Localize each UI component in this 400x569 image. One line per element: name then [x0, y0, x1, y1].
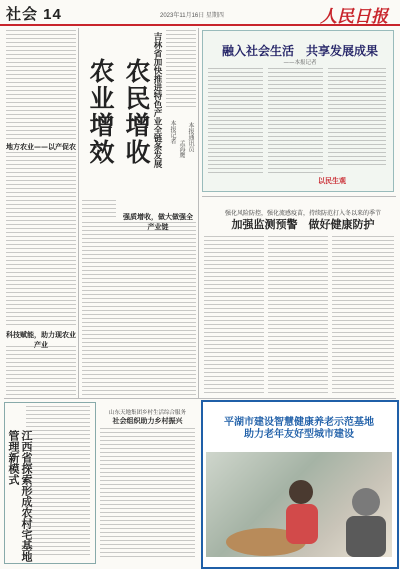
column-divider [78, 28, 79, 398]
subhead: 强质增收，做大做强全产业链 [123, 212, 193, 231]
feature-headline [204, 417, 394, 441]
article-text-block [268, 236, 328, 396]
article-text-block [208, 68, 263, 173]
article-text-block [268, 68, 323, 173]
article-text-block [166, 30, 196, 110]
section-label: 社会 14 [6, 6, 62, 23]
article-text-block [26, 406, 90, 558]
subhead: 地方农业——以产促农 [6, 142, 76, 151]
headline-line1: 农业增效 [86, 58, 115, 166]
subhead: 科技赋能，助力现农业产业 [6, 330, 76, 349]
photo-illustration-icon [206, 452, 392, 557]
feature-headline: 融入社会生活 共享发展成果 [221, 44, 378, 58]
headline-line1: 平湖市建设智慧健康养老示范基地 [224, 417, 374, 428]
article-text-block [6, 346, 76, 396]
row-divider [202, 196, 396, 197]
row-divider [4, 398, 396, 399]
article-text-block [82, 222, 196, 398]
article-text-block [82, 200, 116, 220]
headline-subtitle: 吉林省加快推进特色产业全链条发展 [152, 32, 162, 168]
article-headline: 加强监测预警 做好健康防护 [231, 218, 375, 231]
article-text-block [204, 236, 264, 396]
feature-headline: 江西省探索形成农村宅基地管理新模式 [7, 430, 33, 562]
article-text-block [6, 30, 76, 140]
article-text-block [100, 428, 195, 560]
headline-line2: 助力老年友好型城市建设 [244, 429, 354, 440]
article-kicker: 山东天地集团乡村生活综合服务 [108, 410, 186, 416]
news-photo [206, 452, 392, 557]
article-headline: 社会组织助力乡村振兴 [112, 416, 183, 425]
byline: 本报记者 [169, 120, 176, 144]
column-tag: 以民生观 [318, 178, 346, 185]
article-text-block [328, 68, 386, 168]
headline-line2: 农民增收 [122, 58, 151, 166]
issue-date: 2023年11月16日 星期四 [160, 13, 224, 19]
article-kicker: 强化风险防控，强化流感疫苗，持续防范打入冬以来的季节 [224, 210, 381, 217]
feature-byline: ——本报记者 [283, 60, 317, 66]
byline: 孟海鹰 [178, 140, 185, 158]
column-divider [198, 28, 199, 398]
article-text-block [332, 236, 394, 396]
byline: 本报通讯员 [187, 122, 194, 152]
article-text-block [6, 152, 76, 327]
newspaper-logo: 人民日报 [320, 7, 388, 27]
